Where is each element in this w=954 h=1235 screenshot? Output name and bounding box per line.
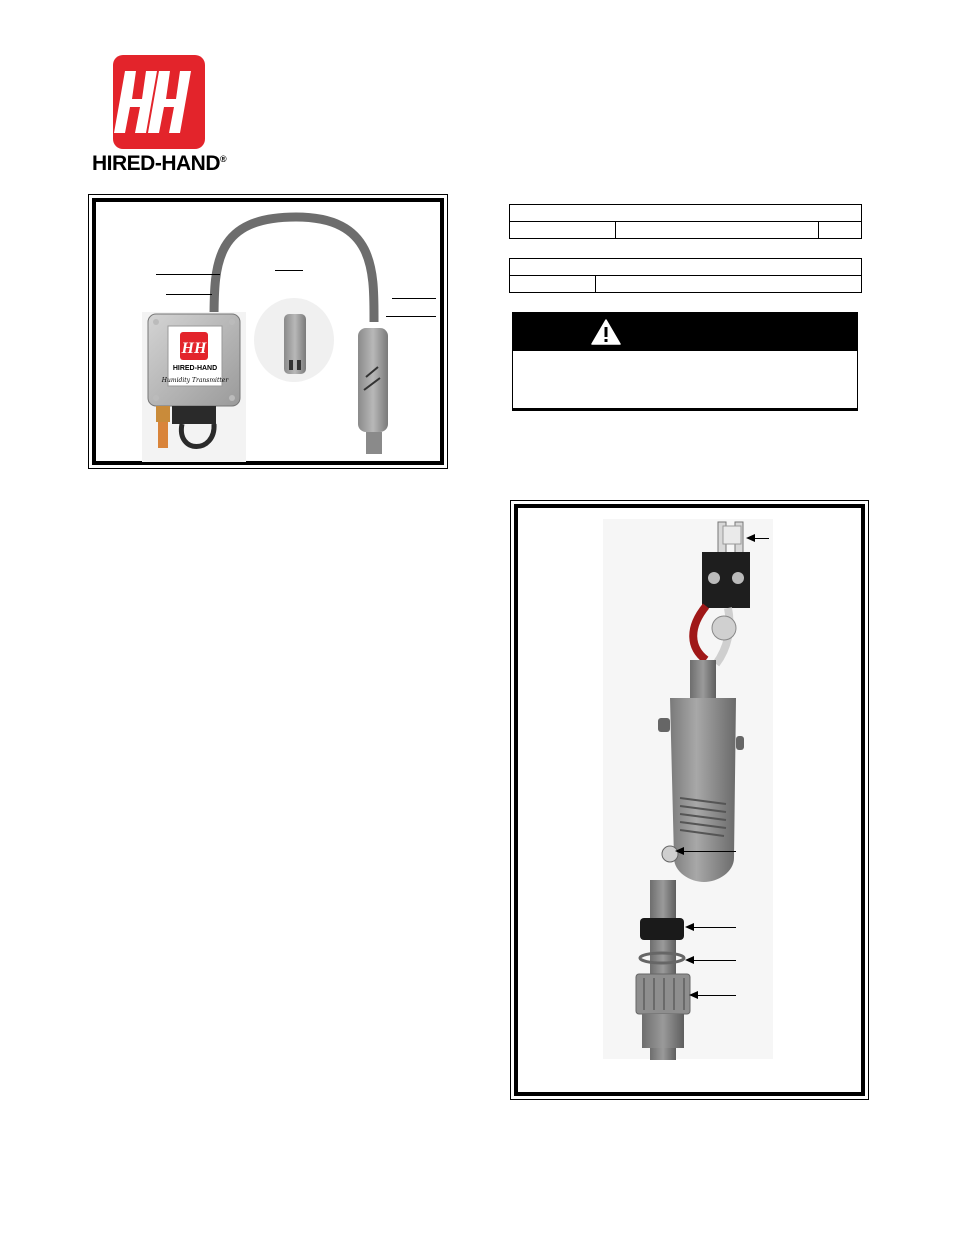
device-brand-label: HIRED-HAND: [172, 365, 218, 372]
callout-leader: [166, 294, 212, 295]
plug-assembly-photo-inner-border: [514, 504, 865, 1096]
plug-assembly-photo: [518, 508, 869, 1100]
callout-leader: [275, 270, 303, 271]
arrow-left-icon: [675, 847, 684, 855]
arrow-line: [678, 851, 736, 852]
callout-leader: [386, 316, 436, 317]
hh-logo-icon: [113, 55, 205, 149]
table-cell: [616, 222, 819, 239]
svg-text:HH: HH: [181, 340, 207, 357]
arrow-left-icon: [685, 923, 694, 931]
info-table-top: [509, 204, 862, 239]
info-table-bottom: [509, 258, 862, 293]
arrow-line: [688, 960, 736, 961]
device-caption: Humidity Transmitter: [161, 377, 229, 384]
arrow-left-icon: [746, 534, 755, 542]
table-cell: [819, 222, 862, 239]
warning-box: [512, 312, 858, 411]
brand-logo-mark: [113, 55, 205, 149]
transmitter-photo: [96, 202, 448, 469]
table-cell: [510, 222, 616, 239]
arrow-left-icon: [685, 956, 694, 964]
product-photo-frame: [88, 194, 448, 469]
table-cell: [510, 276, 596, 293]
table-cell: [596, 276, 862, 293]
table-cell: [510, 205, 862, 222]
arrow-line: [692, 995, 736, 996]
callout-leader: [156, 274, 220, 275]
arrow-line: [688, 927, 736, 928]
callout-leader: [392, 298, 436, 299]
warning-triangle-icon: [591, 319, 621, 345]
table-cell: [510, 259, 862, 276]
arrow-left-icon: [689, 991, 698, 999]
plug-assembly-photo-frame: [510, 500, 869, 1100]
warning-header: [513, 313, 857, 351]
product-photo-inner-border: [92, 198, 444, 465]
brand-wordmark: HIRED-HAND®: [92, 152, 227, 175]
